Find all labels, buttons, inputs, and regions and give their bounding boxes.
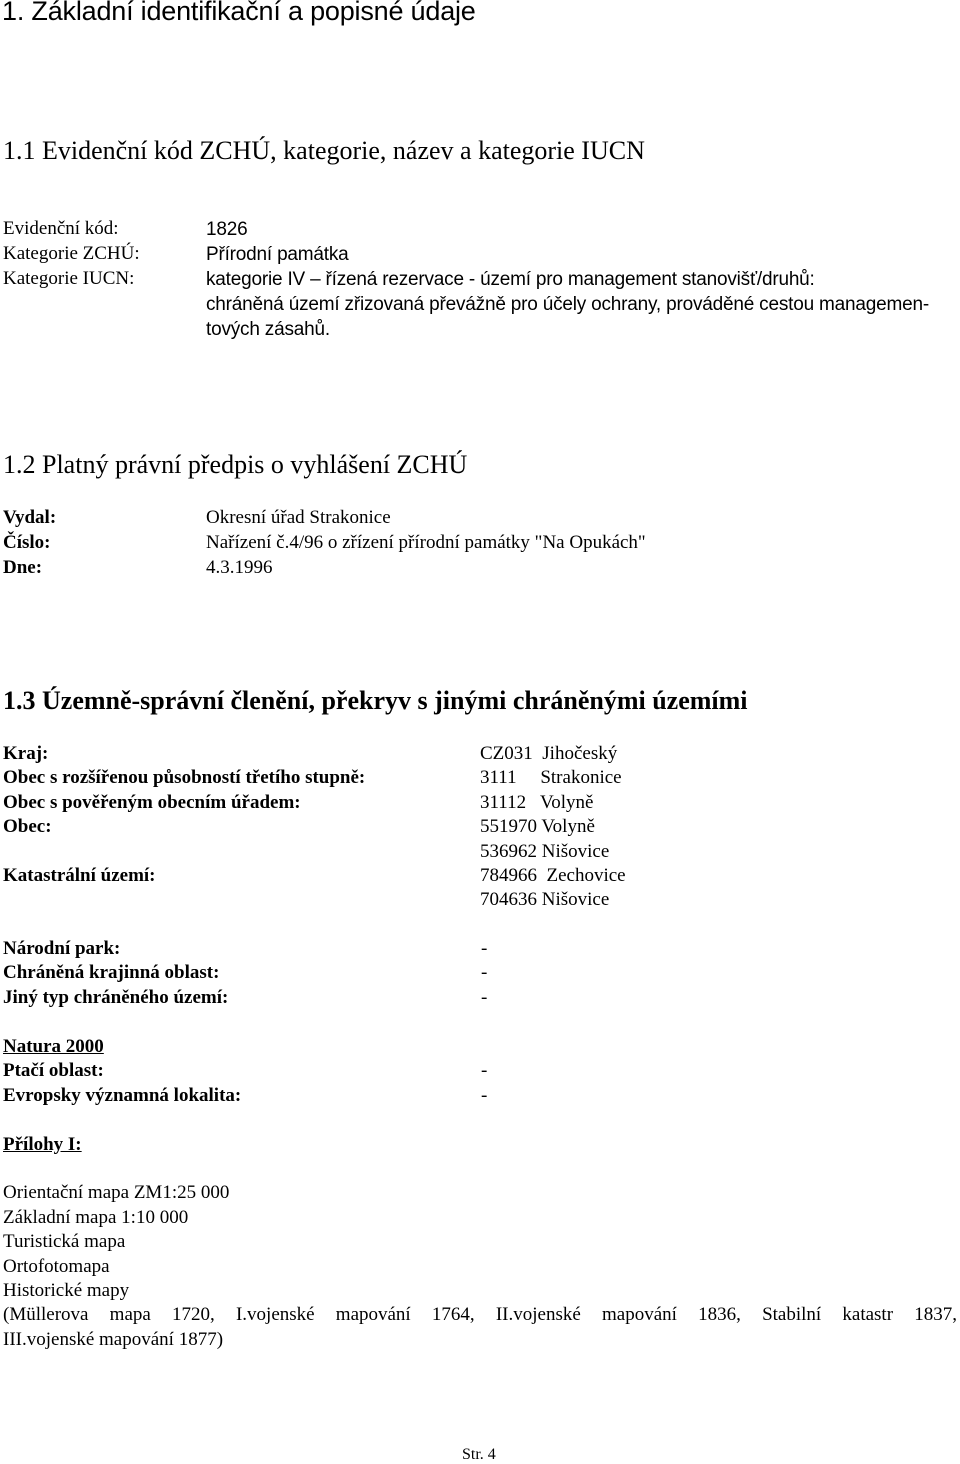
kraj-label: Kraj: xyxy=(3,743,49,764)
cislo-label: Číslo: xyxy=(3,532,51,553)
dne-value: 4.3.1996 xyxy=(206,557,273,578)
ptaci-value: - xyxy=(481,1060,488,1081)
prilohy-note-line2: III.vojenské mapování 1877) xyxy=(3,1329,224,1350)
vydal-label: Vydal: xyxy=(3,507,57,528)
evl-value: - xyxy=(481,1085,488,1106)
vydal-value: Okresní úřad Strakonice xyxy=(206,507,391,528)
narodni-park-value: - xyxy=(481,938,488,959)
obec-label: Obec: xyxy=(3,816,52,837)
dne-label: Dne: xyxy=(3,557,43,578)
cho-value: - xyxy=(481,962,488,983)
section-1-3-title: 1.3 Územně-správní členění, překryv s jinými chráněnými územími xyxy=(3,686,748,715)
priloha-item: Turistická mapa xyxy=(3,1231,126,1252)
priloha-item: Základní mapa 1:10 000 xyxy=(3,1207,189,1228)
prilohy-note-line1: (Müllerova mapa 1720, I.vojenské mapování 1764, II.vojenské mapování 1836, Stabilní katastr 1837, xyxy=(3,1304,957,1325)
ku-label: Katastrální území: xyxy=(3,865,156,886)
orp-value: 3111 Strakonice xyxy=(480,767,622,788)
page-number: Str. 4 xyxy=(462,1446,496,1463)
kategorie-zchu-label: Kategorie ZCHÚ: xyxy=(3,243,140,264)
jiny-typ-label: Jiný typ chráněného území: xyxy=(3,987,229,1008)
cho-label: Chráněná krajinná oblast: xyxy=(3,962,220,983)
ku-value-2: 704636 Nišovice xyxy=(480,889,610,910)
priloha-item: Ortofotomapa xyxy=(3,1256,110,1277)
kategorie-zchu-value: Přírodní památka xyxy=(206,244,349,265)
kategorie-iucn-line2: chráněná území zřizovaná převážně pro účely ochrany, prováděné cestou managemen- xyxy=(206,294,929,315)
pou-label: Obec s pověřeným obecním úřadem: xyxy=(3,792,301,813)
section-1-2-title: 1.2 Platný právní předpis o vyhlášení ZCHÚ xyxy=(3,450,468,479)
evl-label: Evropsky významná lokalita: xyxy=(3,1085,242,1106)
narodni-park-label: Národní park: xyxy=(3,938,121,959)
page-heading: 1. Základní identifikační a popisné údaje xyxy=(2,0,476,26)
prilohy-heading: Přílohy I: xyxy=(3,1134,82,1155)
jiny-typ-value: - xyxy=(481,987,488,1008)
priloha-item: Orientační mapa ZM1:25 000 xyxy=(3,1182,230,1203)
natura-heading: Natura 2000 xyxy=(3,1036,104,1057)
priloha-item: Historické mapy xyxy=(3,1280,130,1301)
ku-value-1: 784966 Zechovice xyxy=(480,865,626,886)
ptaci-label: Ptačí oblast: xyxy=(3,1060,104,1081)
kategorie-iucn-line3: tových zásahů. xyxy=(206,319,330,340)
evidencni-kod-label: Evidenční kód: xyxy=(3,218,119,239)
obec-value-2: 536962 Nišovice xyxy=(480,841,610,862)
orp-label: Obec s rozšířenou působností třetího stupně: xyxy=(3,767,366,788)
pou-value: 31112 Volyně xyxy=(480,792,594,813)
kategorie-iucn-label: Kategorie IUCN: xyxy=(3,268,135,289)
section-1-1-title: 1.1 Evidenční kód ZCHÚ, kategorie, název a kategorie IUCN xyxy=(3,136,645,165)
evidencni-kod-value: 1826 xyxy=(206,219,248,240)
kraj-value: CZ031 Jihočeský xyxy=(480,743,618,764)
obec-value-1: 551970 Volyně xyxy=(480,816,595,837)
cislo-value: Nařízení č.4/96 o zřízení přírodní památky "Na Opukách" xyxy=(206,532,646,553)
kategorie-iucn-line1: kategorie IV – řízená rezervace - území pro management stanovišť/druhů: xyxy=(206,269,815,290)
